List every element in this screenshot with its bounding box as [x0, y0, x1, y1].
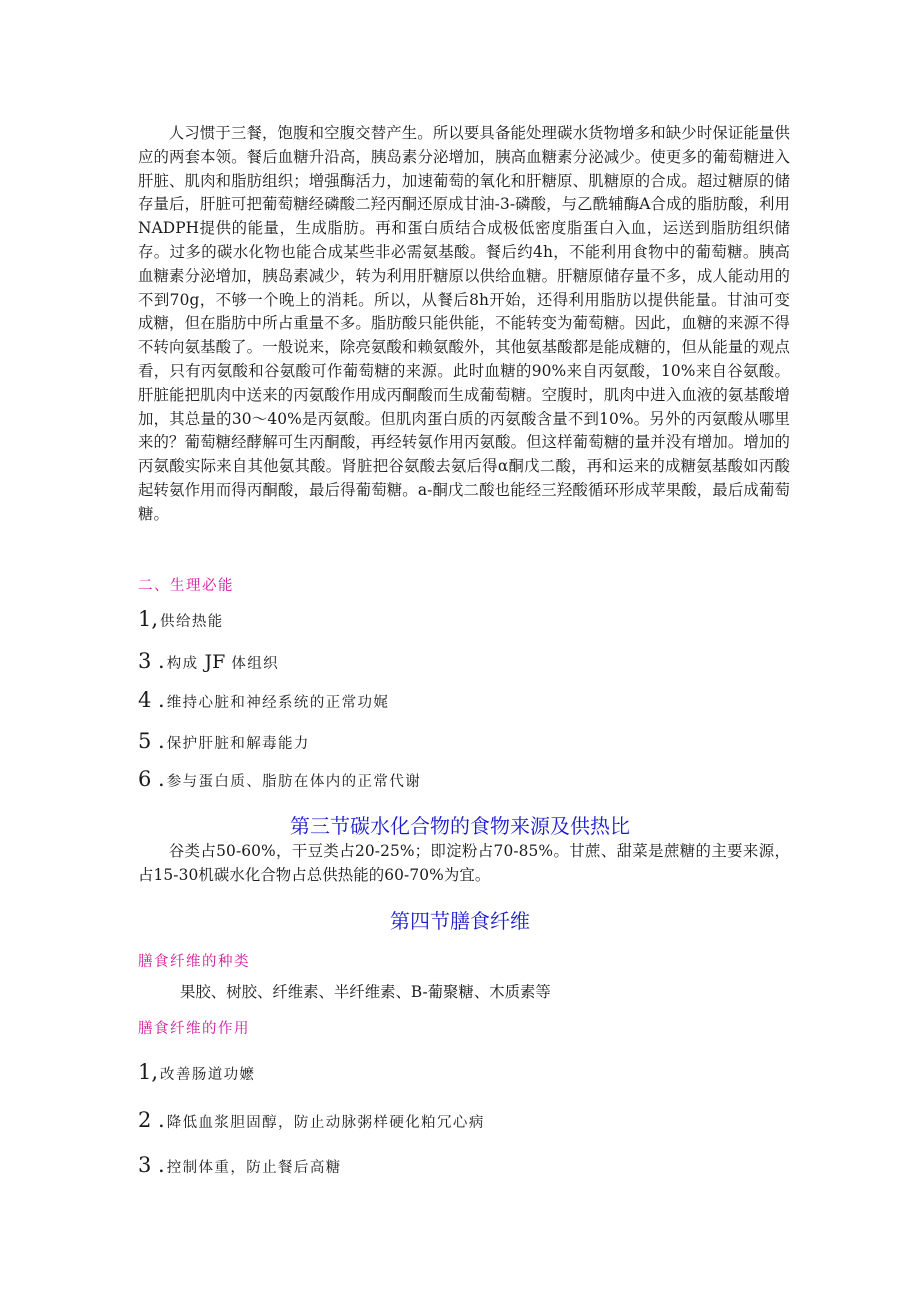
fiber-effect-3 [138, 1153, 342, 1177]
item-text: 参与蛋白质、脂肪在体内的正常代谢 [166, 774, 422, 790]
item-number: 4 . [138, 688, 165, 712]
fiber-types-title: 膳食纤维的种类 [138, 954, 250, 970]
item-latin-text: JF [204, 651, 226, 673]
item-number: 1, [138, 607, 159, 631]
item-number: 1, [138, 1060, 159, 1084]
physio-item-5 [138, 729, 310, 753]
item-text: 保护肝脏和解毒能力 [166, 736, 310, 752]
section-physio-title: 二、生理必能 [138, 578, 234, 594]
physio-item-3 [138, 649, 279, 673]
section3-heading: 第三节碳水化合物的食物来源及供热比 [290, 814, 630, 838]
item-number: 3 . [138, 649, 165, 673]
physio-item-6 [138, 767, 421, 791]
item-text: 降低血浆胆固醇，防止动脉粥样硬化粕冗心病 [166, 1115, 485, 1131]
item-number: 6 . [138, 767, 165, 791]
item-text: 构成 [166, 656, 199, 672]
fiber-types-text: 果胶、树胶、纤维素、半纤维素、B-葡聚糖、木质素等 [180, 983, 551, 1001]
fiber-effects-title: 膳食纤维的作用 [138, 1021, 250, 1037]
item-number: 2 . [138, 1108, 165, 1132]
item-text: 控制体重，防止餐后高糖 [166, 1160, 342, 1176]
section3-paragraph: 谷类占50-60%，干豆类占20-25%；即淀粉占70-85%。甘蔗、甜菜是蔗糖的主要来源，占15-30机碳水化合物占总供热能的60-70%为宜。 [138, 842, 790, 884]
item-text: 改善肠道功嬷 [160, 1067, 256, 1083]
intro-paragraph: 人习惯于三餐，饱腹和空腹交替产生。所以要具备能处理碳水货物增多和缺少时保证能量供应的两套本领。餐后血糖升沿高，胰岛素分泌增加，胰高血糖素分泌减少。使更多的葡萄糖进入肝脏、肌肉和脂肪组织；增强酶活力，加速葡萄的氧化和肝糖原、肌糖原的合成。超过糖原的储存量后，肝脏可把葡萄糖经磷酸二羟丙酮还原成甘油-3-磷酸，与乙酰辅酶A合成的脂肪酸，利用NADPH提供的能量，生成脂肪。再和蛋白质结合成极低密度脂蛋白入血，运送到脂肪组织储存。过多的碳水化物也能合成某些非必需氨基酸。餐后约4h，不能利用食物中的葡萄糖。胰高血糖素分泌增加，胰岛素减少，转为利用肝糖原以供给血糖。肝糖原储存量不多，成人能动用的不到70g，不够一个晚上的消耗。所以，从餐后8h开始，还得利用脂肪以提供能量。甘油可变成糖，但在脂肪中所占重量不多。脂肪酸只能供能，不能转变为葡萄糖。因此，血糖的来源不得不转向氨基酸了。一般说来，除亮氨酸和赖氨酸外，其他氨基酸都是能成糖的，但从能量的观点看，只有丙氨酸和谷氨酸可作葡萄糖的来源。此时血糖的90%来自丙氨酸，10%来自谷氨酸。肝脏能把肌肉中送来的丙氨酸作用成丙酮酸而生成葡萄糖。空腹时，肌肉中进入血液的氨基酸增加，其总量的30～40%是丙氨酸。但肌肉蛋白质的丙氨酸含量不到10%。另外的丙氨酸从哪里来的？葡萄糖经酵解可生丙酮酸，再经转氨作用丙氨酸。但这样葡萄糖的量并没有增加。增加的丙氨酸实际来自其他氨其酸。肾脏把谷氨酸去氨后得α酮戊二酸，再和运来的成糖氨基酸如丙酸起转氨作用而得丙酮酸，最后得葡萄糖。a-酮戊二酸也能经三羟酸循环形成苹果酸，最后成葡萄糖。 [138, 124, 790, 523]
physio-item-4 [138, 688, 389, 712]
fiber-effect-2 [138, 1108, 485, 1132]
item-number: 3 . [138, 1153, 165, 1177]
item-number: 5 . [138, 729, 165, 753]
fiber-effect-1 [138, 1060, 255, 1084]
item-text: 供给热能 [160, 614, 224, 630]
item-text-suffix: 体组织 [231, 656, 280, 672]
physio-item-1 [138, 607, 224, 631]
section4-heading: 第四节膳食纤维 [390, 909, 530, 933]
item-text: 维持心脏和神经系统的正常功娓 [166, 695, 390, 711]
